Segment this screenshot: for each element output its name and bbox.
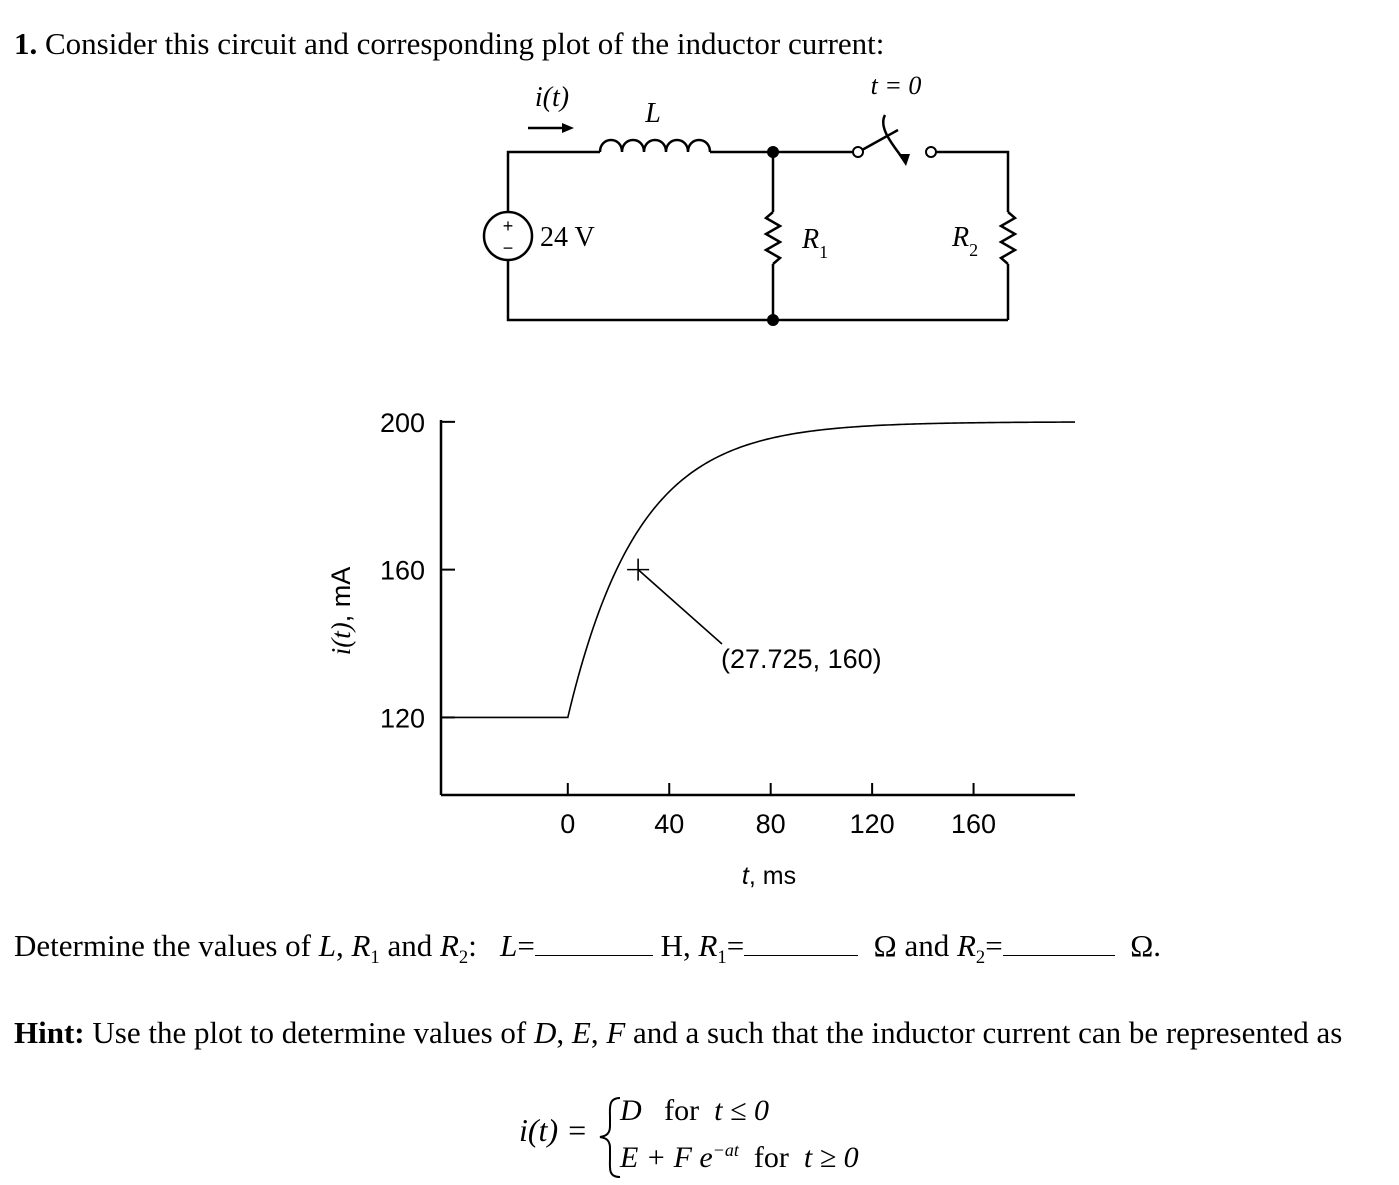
x-tick-label: 160: [951, 809, 997, 839]
r2-label: $R_2$: [952, 222, 979, 260]
unit-ohm-end: Ω.: [1130, 928, 1161, 963]
unit-ohm: Ω: [873, 928, 897, 963]
x-axis-label: t, ms: [741, 862, 797, 890]
y-tick-label: 200: [379, 407, 425, 438]
problem-number: 1.: [14, 26, 38, 61]
source-label: 24 V: [540, 222, 595, 253]
formula-case-2: E + F $e^{-at}$ for t ≥ 0: [620, 1140, 859, 1174]
y-axis-label: i(t), mA: [326, 566, 356, 656]
question-prefix: Determine the values of: [14, 928, 311, 963]
hint-paragraph: Hint: Use the plot to determine values of D, E, F and a such that the inductor current can be represented as: [14, 1015, 1343, 1050]
y-tick-label: 160: [379, 555, 425, 586]
inductor-label: L: [645, 98, 661, 129]
formula-lhs: i(t) =: [519, 1112, 588, 1148]
var-R1: R: [351, 928, 371, 963]
question-line: Determine the values of L, $R_1$ and $R_2$: L= H, $R_1= \Omega$ and $R_2= \Omega$.: [14, 928, 1161, 969]
r1-label: $R_1$: [802, 224, 829, 262]
r1-sub: 1: [819, 242, 829, 262]
current-label: i(t): [534, 82, 570, 113]
var-R2: R: [439, 928, 459, 963]
var-L: L: [318, 928, 336, 963]
unit-henry: H,: [660, 928, 691, 963]
source-plus: +: [502, 216, 514, 236]
annotation-label: (27.725, 160): [721, 644, 882, 674]
r2-sub: 2: [969, 240, 979, 260]
x-tick-label: 40: [654, 809, 685, 839]
x-tick-label: 0: [560, 809, 576, 839]
hint-label: Hint:: [14, 1015, 85, 1050]
formula-case-1: D for t ≤ 0: [620, 1094, 769, 1127]
y-tick-label: 120: [379, 703, 425, 734]
source-minus: −: [502, 238, 514, 258]
x-tick-label: 120: [849, 809, 895, 839]
x-tick-label: 80: [755, 809, 786, 839]
switch-label: t = 0: [870, 71, 922, 100]
problem-statement: Consider this circuit and corresponding plot of the inductor current:: [45, 26, 885, 61]
